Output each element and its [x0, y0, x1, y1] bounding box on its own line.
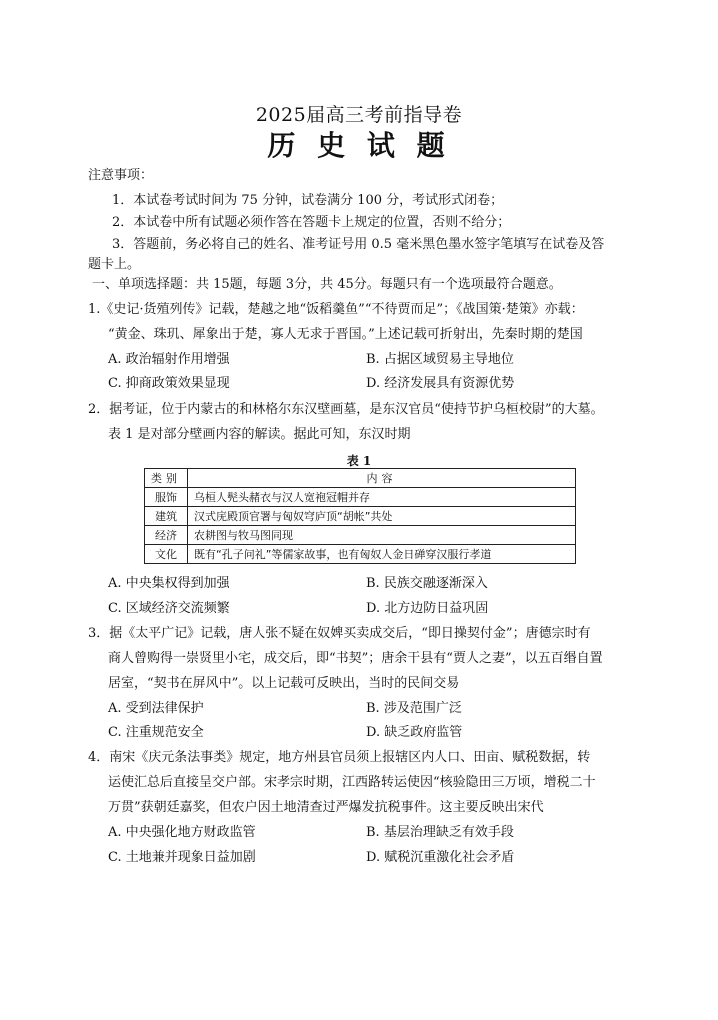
q3-option-a: A. 受到法律保护	[108, 701, 204, 716]
q4-option-b: B. 基层治理缺乏有效手段	[366, 825, 514, 840]
section-heading: 一、单项选择题：共 15题，每题 3分，共 45分。每题只有一个选项最符合题意。	[92, 277, 562, 292]
table-cell-category: 建筑	[145, 507, 188, 526]
table-row	[145, 507, 576, 526]
question-3-text: 3．据《太平广记》记载，唐人张不疑在奴婢买卖成交后，“即日操契付金”；唐德宗时有	[88, 626, 591, 641]
question-4-text: 4．南宋《庆元条法事类》规定，地方州县官员须上报辖区内人口、田亩、赋税数据，转	[88, 750, 591, 765]
q1-option-a: A. 政治辐射作用增强	[108, 352, 230, 367]
q2-option-a: A. 中央集权得到加强	[108, 576, 230, 591]
table-cell-content: 农耕图与牧马图同现	[188, 526, 576, 545]
table-header-row	[145, 469, 576, 488]
q2-option-b: B. 民族交融逐渐深入	[366, 576, 488, 591]
table-cell-category: 服饰	[145, 488, 188, 507]
question-4-text-cont: 运使汇总后直接呈交户部。宋孝宗时期，江西路转运使因“核验隐田三万顷，增税二十	[108, 775, 596, 790]
table-cell-content: 既有“孔子问礼”等儒家故事，也有匈奴人金日䃅穿汉服行孝道	[188, 545, 576, 564]
table-header-category: 类别	[145, 469, 188, 488]
notice-item-2: 2．本试卷中所有试题必须作答在答题卡上规定的位置，否则不给分；	[112, 215, 511, 230]
question-1-text-cont: “黄金、珠玑、犀象出于楚，寡人无求于晋国。”上述记载可折射出，先秦时期的楚国	[108, 327, 583, 342]
notice-title: 注意事项：	[88, 168, 154, 183]
table-1	[144, 468, 576, 564]
q1-option-c: C. 抑商政策效果显现	[108, 376, 230, 391]
notice-item-1: 1．本试卷考试时间为 75 分钟，试卷满分 100 分，考试形式闭卷；	[112, 193, 504, 208]
q1-option-b: B. 占据区域贸易主导地位	[366, 352, 514, 367]
q3-option-c: C. 注重规范安全	[108, 725, 204, 740]
table-cell-content: 乌桓人髡头赭衣与汉人宽袍冠帽并存	[188, 488, 576, 507]
exam-header: 2025届高三考前指导卷	[255, 104, 463, 126]
question-3-text-cont: 商人曾购得一崇贤里小宅，成交后，即“书契”；唐余干县有“贾人之妻”，以五百缗自置	[108, 651, 603, 666]
question-2-text-cont: 表 1 是对部分壁画内容的解读。据此可知，东汉时期	[108, 427, 411, 442]
table-header-content: 内容	[188, 469, 576, 488]
notice-item-3: 3．答题前，务必将自己的姓名、准考证号用 0.5 毫米黑色墨水签字笔填写在试卷及答	[112, 237, 605, 252]
q2-option-c: C. 区域经济交流频繁	[108, 601, 230, 616]
question-2-text: 2．据考证，位于内蒙古的和林格尔东汉壁画墓，是东汉官员“使持节护乌桓校尉”的大墓。	[88, 402, 604, 417]
table-cell-content: 汉式庑殿顶官署与匈奴穹庐顶“胡帐”共处	[188, 507, 576, 526]
exam-subject-title: 历 史 试 题	[267, 129, 451, 162]
table-cell-category: 文化	[145, 545, 188, 564]
q4-option-d: D. 赋税沉重激化社会矛盾	[366, 850, 515, 865]
notice-item-3-cont: 题卡上。	[88, 257, 141, 272]
q3-option-b: B. 涉及范围广泛	[366, 701, 462, 716]
table-1-title: 表 1	[346, 454, 372, 468]
q3-option-d: D. 缺乏政府监管	[366, 725, 463, 740]
question-1-text: 1.《史记·货殖列传》记载，楚越之地“饭稻羹鱼”“不待贾而足”；《战国策·楚策》亦载：	[88, 302, 584, 317]
q4-option-a: A. 中央强化地方财政监管	[108, 825, 256, 840]
q1-option-d: D. 经济发展具有资源优势	[366, 376, 515, 391]
question-4-text-cont2: 万贯”获朝廷嘉奖，但农户因土地清查过严爆发抗税事件。这主要反映出宋代	[108, 800, 544, 815]
table-cell-category: 经济	[145, 526, 188, 545]
table-row	[145, 526, 576, 545]
table-row	[145, 488, 576, 507]
q4-option-c: C. 土地兼并现象日益加剧	[108, 850, 256, 865]
q2-option-d: D. 北方边防日益巩固	[366, 601, 489, 616]
question-3-text-cont2: 居室，“契书在屏风中”。以上记载可反映出，当时的民间交易	[108, 676, 460, 691]
table-row	[145, 545, 576, 564]
